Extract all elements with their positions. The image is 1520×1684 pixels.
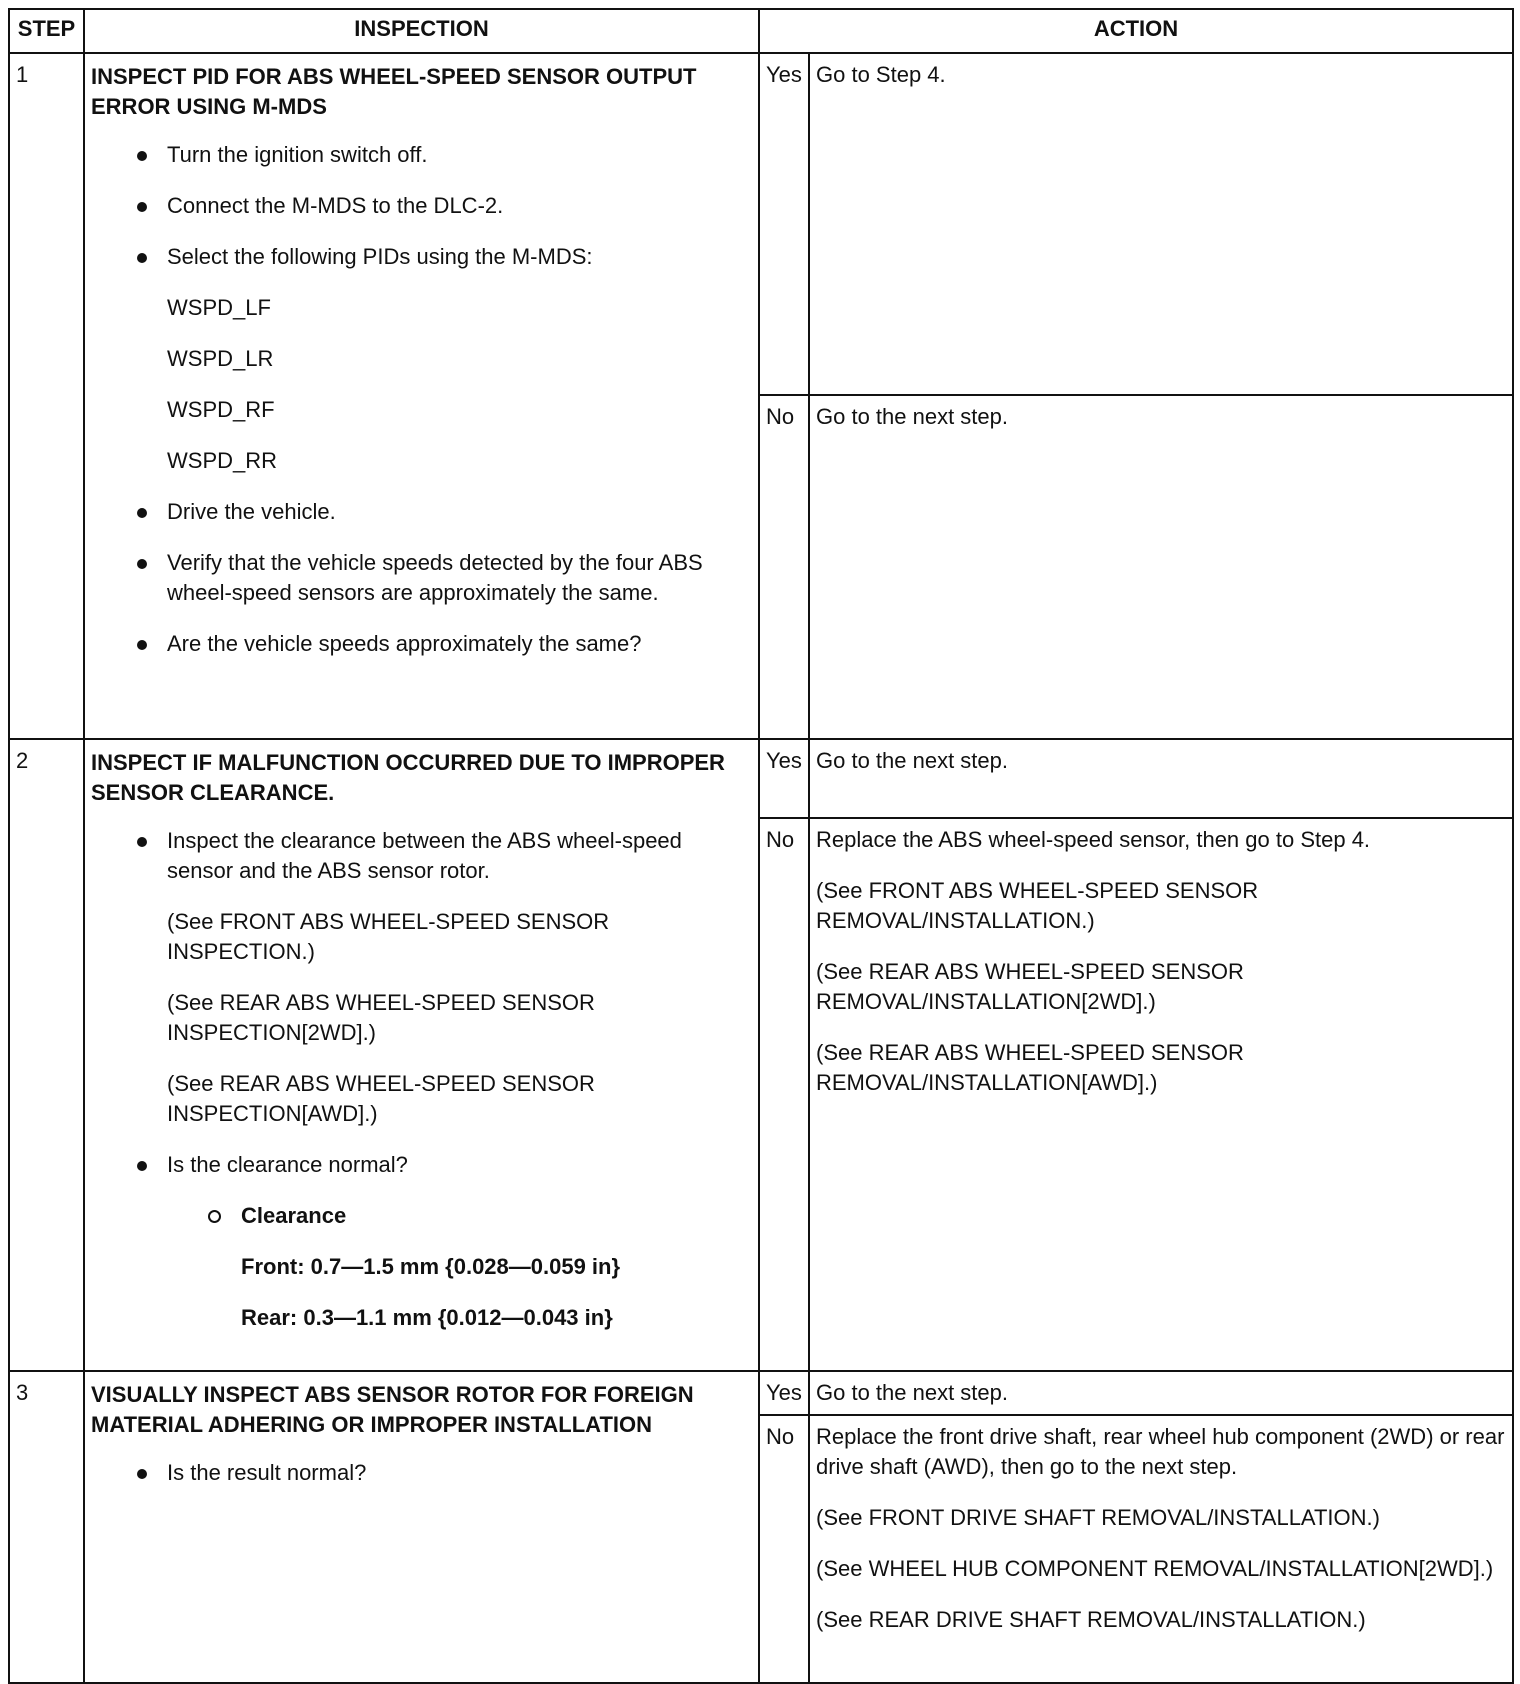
step-number: 3 bbox=[9, 1371, 84, 1683]
reference-text: (See REAR DRIVE SHAFT REMOVAL/INSTALLATION.) bbox=[816, 1607, 1366, 1632]
reference-text: (See REAR ABS WHEEL-SPEED SENSOR REMOVAL/INSTALLATION[2WD].) bbox=[816, 959, 1244, 1014]
table-header-row bbox=[9, 9, 1513, 53]
table-row bbox=[9, 53, 1513, 395]
no-action: Replace the front drive shaft, rear wheel hub component (2WD) or rear drive shaft (AWD), then go to the next step. bbox=[816, 1424, 1505, 1479]
table-row bbox=[9, 1371, 1513, 1415]
header-inspection: INSPECTION bbox=[84, 9, 759, 53]
yes-label: Yes bbox=[759, 1371, 809, 1415]
bullet-item: Drive the vehicle. bbox=[91, 497, 752, 527]
pid-item: WSPD_LF bbox=[167, 295, 271, 320]
bullet-item: Verify that the vehicle speeds detected by the four ABS wheel-speed sensors are approximately the same. bbox=[91, 548, 752, 608]
yes-action: Go to Step 4. bbox=[809, 53, 1513, 395]
bullet-item: Is the result normal? bbox=[91, 1458, 752, 1488]
no-label: No bbox=[759, 818, 809, 1371]
no-action-cell bbox=[809, 1415, 1513, 1683]
pid-item: WSPD_RR bbox=[167, 448, 278, 473]
no-action-cell bbox=[809, 818, 1513, 1371]
no-action: Replace the ABS wheel-speed sensor, then go to Step 4. bbox=[816, 827, 1371, 852]
no-label: No bbox=[759, 1415, 809, 1683]
table-row bbox=[9, 739, 1513, 818]
bullet-item: Are the vehicle speeds approximately the same? bbox=[91, 629, 752, 659]
bullet-item: Connect the M-MDS to the DLC-2. bbox=[91, 191, 752, 221]
bullet-item: Is the clearance normal? bbox=[91, 1150, 752, 1180]
reference-text: (See WHEEL HUB COMPONENT REMOVAL/INSTALLATION[2WD].) bbox=[816, 1556, 1494, 1581]
step-number: 1 bbox=[9, 53, 84, 739]
bullet-item: Turn the ignition switch off. bbox=[91, 140, 752, 170]
inspection-cell bbox=[84, 1371, 759, 1683]
reference-text: (See REAR ABS WHEEL-SPEED SENSOR INSPECTION[AWD].) bbox=[167, 1071, 595, 1126]
yes-action: Go to the next step. bbox=[809, 739, 1513, 818]
reference-text: (See FRONT DRIVE SHAFT REMOVAL/INSTALLATION.) bbox=[816, 1505, 1380, 1530]
step-title: INSPECT PID FOR ABS WHEEL-SPEED SENSOR OUTPUT ERROR USING M-MDS bbox=[91, 64, 697, 119]
pid-item: WSPD_RF bbox=[167, 397, 275, 422]
step-number: 2 bbox=[9, 739, 84, 1371]
inspection-cell bbox=[84, 53, 759, 739]
header-action: ACTION bbox=[759, 9, 1513, 53]
spec-front: Front: 0.7—1.5 mm {0.028—0.059 in} bbox=[241, 1254, 621, 1279]
pid-item: WSPD_LR bbox=[167, 346, 274, 371]
bullet-item: Inspect the clearance between the ABS wheel-speed sensor and the ABS sensor rotor. bbox=[91, 826, 752, 886]
header-step: STEP bbox=[9, 9, 84, 53]
diagnostic-table bbox=[8, 8, 1514, 1684]
step-title: INSPECT IF MALFUNCTION OCCURRED DUE TO IMPROPER SENSOR CLEARANCE. bbox=[91, 750, 725, 805]
step-title: VISUALLY INSPECT ABS SENSOR ROTOR FOR FOREIGN MATERIAL ADHERING OR IMPROPER INSTALLATION bbox=[91, 1382, 694, 1437]
reference-text: (See REAR ABS WHEEL-SPEED SENSOR REMOVAL/INSTALLATION[AWD].) bbox=[816, 1040, 1244, 1095]
yes-label: Yes bbox=[759, 53, 809, 395]
inspection-cell bbox=[84, 739, 759, 1371]
spec-rear: Rear: 0.3—1.1 mm {0.012—0.043 in} bbox=[241, 1305, 613, 1330]
reference-text: (See FRONT ABS WHEEL-SPEED SENSOR INSPECTION.) bbox=[167, 909, 610, 964]
yes-label: Yes bbox=[759, 739, 809, 818]
no-action: Go to the next step. bbox=[809, 395, 1513, 739]
spec-title: Clearance bbox=[91, 1201, 752, 1231]
yes-action: Go to the next step. bbox=[809, 1371, 1513, 1415]
reference-text: (See FRONT ABS WHEEL-SPEED SENSOR REMOVAL/INSTALLATION.) bbox=[816, 878, 1259, 933]
bullet-item: Select the following PIDs using the M-MDS: bbox=[91, 242, 752, 272]
no-label: No bbox=[759, 395, 809, 739]
reference-text: (See REAR ABS WHEEL-SPEED SENSOR INSPECTION[2WD].) bbox=[167, 990, 595, 1045]
diagnostic-procedure bbox=[8, 8, 1512, 1684]
